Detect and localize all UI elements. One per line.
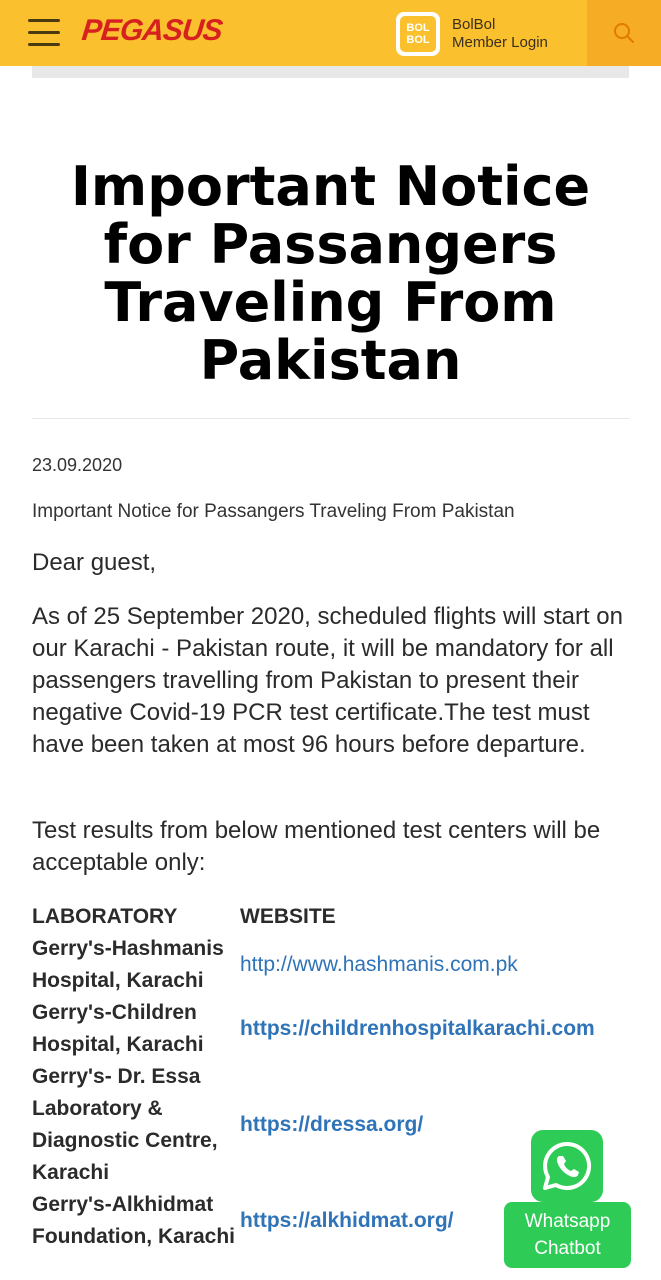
hamburger-menu-icon[interactable]: [28, 19, 60, 47]
pegasus-logo[interactable]: PEGASUS: [80, 14, 224, 47]
laboratory-column-header: LABORATORY: [32, 905, 178, 928]
whatsapp-chatbot-label[interactable]: [504, 1202, 631, 1268]
test-centers-table: [32, 901, 595, 1253]
whatsapp-chatbot-button[interactable]: [531, 1130, 603, 1202]
bolbol-badge-top: BOL: [406, 22, 430, 34]
laboratory-name: Gerry's-Alkhidmat Foundation, Karachi: [32, 1193, 236, 1248]
table-row: [32, 933, 595, 997]
top-header: [0, 0, 661, 66]
bolbol-logo-icon: [396, 12, 440, 56]
chatbot-line2: Chatbot: [534, 1238, 601, 1259]
website-link[interactable]: http://www.hashmanis.com.pk: [240, 953, 518, 976]
greeting-text: Dear guest,: [32, 549, 157, 576]
laboratory-name: Gerry's- Dr. Essa Laboratory & Diagnostic Centre, Karachi: [32, 1065, 218, 1184]
laboratory-name: Gerry's-Hashmanis Hospital, Karachi: [32, 937, 224, 992]
whatsapp-icon: [539, 1138, 595, 1194]
centers-intro-text: Test results from below mentioned test centers will be acceptable only:: [32, 817, 601, 876]
table-header-row: [32, 901, 595, 933]
table-row: [32, 997, 595, 1061]
header-subbar: [32, 66, 629, 78]
notice-paragraph: As of 25 September 2020, scheduled flights will start on our Karachi - Pakistan route, it will be mandatory for all passengers travelling from Pakistan to present their negative Covid-19 PCR test certificate.The test must have been taken at most 96 hours before departure.: [32, 603, 623, 758]
bolbol-member-login-button[interactable]: [396, 12, 548, 56]
website-link[interactable]: https://alkhidmat.org/: [240, 1209, 454, 1232]
table-row: [32, 1061, 595, 1189]
bolbol-badge-bottom: BOL: [406, 34, 430, 46]
bolbol-label: BolBol: [452, 16, 496, 33]
website-link[interactable]: https://childrenhospitalkarachi.com: [240, 1017, 595, 1040]
chatbot-line1: Whatsapp: [524, 1211, 611, 1232]
laboratory-name: Gerry's-Children Hospital, Karachi: [32, 1001, 204, 1056]
search-button[interactable]: [587, 0, 661, 66]
bolbol-login-text: [452, 16, 548, 52]
article-subtitle: Important Notice for Passangers Traveling From Pakistan: [32, 501, 515, 522]
member-login-label: Member Login: [452, 34, 548, 51]
publish-date: 23.09.2020: [32, 455, 123, 475]
title-divider: [32, 418, 629, 419]
search-icon: [612, 21, 636, 45]
website-column-header: WEBSITE: [240, 905, 336, 928]
page-title: Important Notice for Passangers Traveling From Pakistan: [70, 155, 591, 392]
website-link[interactable]: https://dressa.org/: [240, 1113, 424, 1136]
